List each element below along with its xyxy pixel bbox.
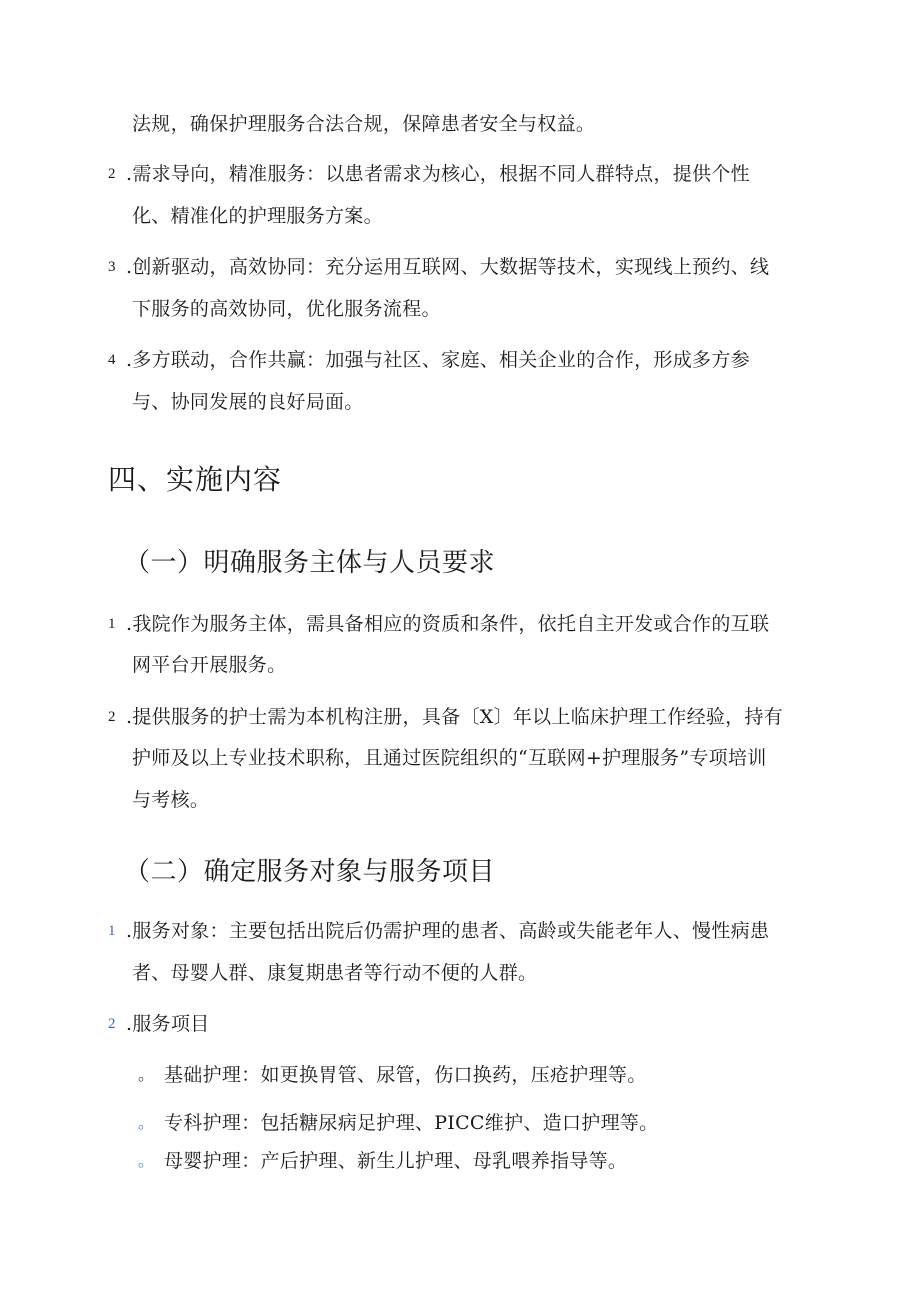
item-text: .服务对象：主要包括出院后仍需护理的患者、高龄或失能老年人、慢性病患 <box>126 920 770 942</box>
principle-text: 下服务的高效协同，优化服务流程。 <box>132 298 441 320</box>
list-number: 1 <box>108 616 116 632</box>
list-number: 2 <box>108 1016 116 1032</box>
bullet-text: 母婴护理：产后护理、新生儿护理、母乳喂养指导等。 <box>164 1150 628 1172</box>
item-text: 者、母婴人群、康复期患者等行动不便的人群。 <box>132 962 538 984</box>
list-number: 2 <box>108 709 116 725</box>
principle-text: .创新驱动，高效协同：充分运用互联网、大数据等技术，实现线上预约、线 <box>126 256 770 278</box>
list-number: 4 <box>108 352 116 368</box>
paragraph-continuation: 法规，确保护理服务合法合规，保障患者安全与权益。 <box>132 113 596 135</box>
list-number: 1 <box>108 923 116 939</box>
item-text: .我院作为服务主体，需具备相应的资质和条件，依托自主开发或合作的互联 <box>126 613 770 635</box>
item-text: 网平台开展服务。 <box>132 654 287 676</box>
section-heading: 四、实施内容 <box>108 463 283 496</box>
item-text: .服务项目 <box>126 1013 210 1035</box>
bullet-mark: 。 <box>138 1065 155 1084</box>
principle-text: 化、精准化的护理服务方案。 <box>132 205 383 227</box>
subsection-heading: （一）明确服务主体与人员要求 <box>124 548 496 578</box>
bullet-text: 基础护理：如更换胃管、尿管，伤口换药，压疮护理等。 <box>164 1064 647 1086</box>
subsection-heading: （二）确定服务对象与服务项目 <box>124 857 496 887</box>
principle-text: .需求导向，精准服务：以患者需求为核心，根据不同人群特点，提供个性 <box>126 163 750 185</box>
list-number: 3 <box>108 259 116 275</box>
item-text: 护师及以上专业技术职称，且通过医院组织的“互联网+护理服务”专项培训 <box>132 747 767 769</box>
bullet-text: 专科护理：包括糖尿病足护理、PICC维护、造口护理等。 <box>164 1112 659 1134</box>
item-text: 与考核。 <box>132 789 210 811</box>
bullet-mark: 。 <box>138 1113 155 1132</box>
item-text: .提供服务的护士需为本机构注册，具备〔X〕年以上临床护理工作经验，持有 <box>126 706 784 728</box>
principle-text: .多方联动，合作共赢：加强与社区、家庭、相关企业的合作，形成多方参 <box>126 349 750 371</box>
bullet-mark: 。 <box>138 1151 155 1170</box>
list-number: 2 <box>108 166 116 182</box>
principle-text: 与、协同发展的良好局面。 <box>132 391 364 413</box>
